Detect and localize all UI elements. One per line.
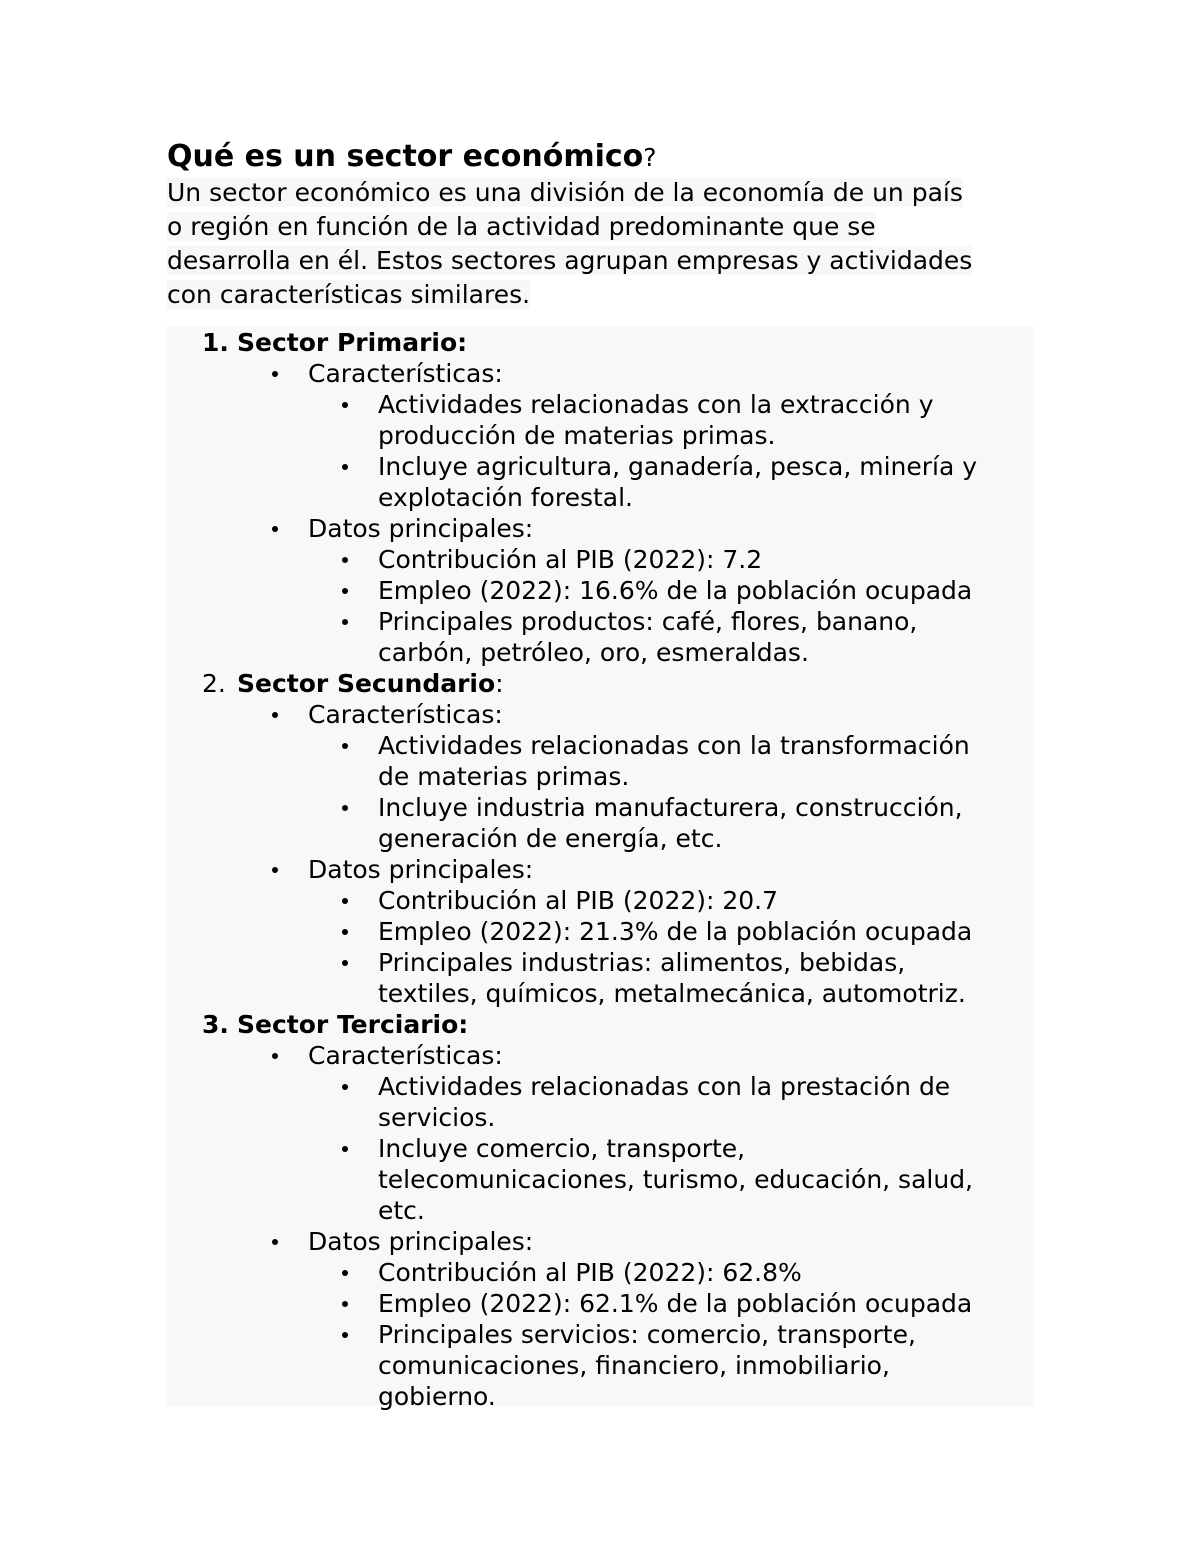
sector-name: Sector Secundario: [237, 669, 496, 698]
bullet-icon: [342, 805, 348, 811]
bullet-icon: [342, 1332, 348, 1338]
title-question-mark: ?: [643, 143, 657, 172]
data-label: Datos principales:: [308, 514, 534, 543]
sector-number: 3.: [202, 1010, 229, 1039]
sector-number: 1.: [202, 328, 229, 357]
intro-line: Un sector económico es una división de la economía de un país: [167, 178, 963, 207]
data-label: Datos principales:: [308, 855, 534, 884]
sector-name-suffix: :: [495, 669, 504, 698]
intro-line: desarrolla en él. Estos sectores agrupan empresas y actividades: [167, 246, 973, 275]
bullet-icon: [342, 557, 348, 563]
title-text: Qué es un sector económico: [167, 139, 644, 174]
bullet-icon: [342, 619, 348, 625]
bullet-icon: [272, 526, 278, 532]
data-line: textiles, químicos, metalmecánica, automotriz.: [378, 979, 966, 1008]
characteristic-line: de materias primas.: [378, 762, 630, 791]
characteristic-line: Actividades relacionadas con la prestación de: [378, 1072, 951, 1101]
sector-heading: [202, 327, 467, 358]
bullet-icon: [342, 898, 348, 904]
characteristic-line: Actividades relacionadas con la extracción y: [378, 390, 934, 419]
data-line: Contribución al PIB (2022): 62.8%: [378, 1258, 802, 1287]
bullet-icon: [342, 960, 348, 966]
page-title: [167, 138, 657, 177]
data-line: Contribución al PIB (2022): 7.2: [378, 545, 763, 574]
data-label: Datos principales:: [308, 1227, 534, 1256]
data-line: Empleo (2022): 16.6% de la población ocupada: [378, 576, 973, 605]
data-line: Principales productos: café, flores, banano,: [378, 607, 918, 636]
bullet-icon: [342, 1146, 348, 1152]
data-line: gobierno.: [378, 1382, 496, 1411]
characteristic-line: etc.: [378, 1196, 425, 1225]
data-line: Principales servicios: comercio, transporte,: [378, 1320, 916, 1349]
intro-paragraph: [167, 176, 1037, 312]
intro-line: o región en función de la actividad predominante que se: [167, 212, 876, 241]
sector-name: Sector Terciario:: [237, 1010, 469, 1039]
intro-line: con características similares.: [167, 280, 531, 309]
bullet-icon: [342, 464, 348, 470]
characteristic-line: telecomunicaciones, turismo, educación, salud,: [378, 1165, 974, 1194]
data-line: Empleo (2022): 62.1% de la población ocupada: [378, 1289, 973, 1318]
characteristics-label: Características:: [308, 700, 503, 729]
data-line: Empleo (2022): 21.3% de la población ocupada: [378, 917, 973, 946]
bullet-icon: [342, 588, 348, 594]
bullet-icon: [342, 743, 348, 749]
bullet-icon: [342, 1084, 348, 1090]
characteristic-line: explotación forestal.: [378, 483, 633, 512]
characteristics-label: Características:: [308, 1041, 503, 1070]
data-line: carbón, petróleo, oro, esmeraldas.: [378, 638, 809, 667]
bullet-icon: [342, 929, 348, 935]
bullet-icon: [342, 1301, 348, 1307]
characteristic-line: producción de materias primas.: [378, 421, 776, 450]
bullet-icon: [342, 1270, 348, 1276]
data-line: comunicaciones, financiero, inmobiliario,: [378, 1351, 890, 1380]
characteristic-line: servicios.: [378, 1103, 496, 1132]
bullet-icon: [342, 402, 348, 408]
characteristics-label: Características:: [308, 359, 503, 388]
bullet-icon: [272, 1053, 278, 1059]
sector-heading: [202, 1009, 468, 1040]
characteristic-line: Incluye agricultura, ganadería, pesca, minería y: [378, 452, 978, 481]
data-line: Principales industrias: alimentos, bebidas,: [378, 948, 906, 977]
characteristic-line: Actividades relacionadas con la transformación: [378, 731, 970, 760]
characteristic-line: Incluye industria manufacturera, construcción,: [378, 793, 963, 822]
bullet-icon: [272, 371, 278, 377]
bullet-icon: [272, 1239, 278, 1245]
sector-heading: [202, 668, 504, 699]
sector-name: Sector Primario:: [237, 328, 468, 357]
characteristic-line: Incluye comercio, transporte,: [378, 1134, 746, 1163]
bullet-icon: [272, 712, 278, 718]
data-line: Contribución al PIB (2022): 20.7: [378, 886, 779, 915]
sector-number: 2.: [202, 669, 226, 698]
bullet-icon: [272, 867, 278, 873]
characteristic-line: generación de energía, etc.: [378, 824, 723, 853]
